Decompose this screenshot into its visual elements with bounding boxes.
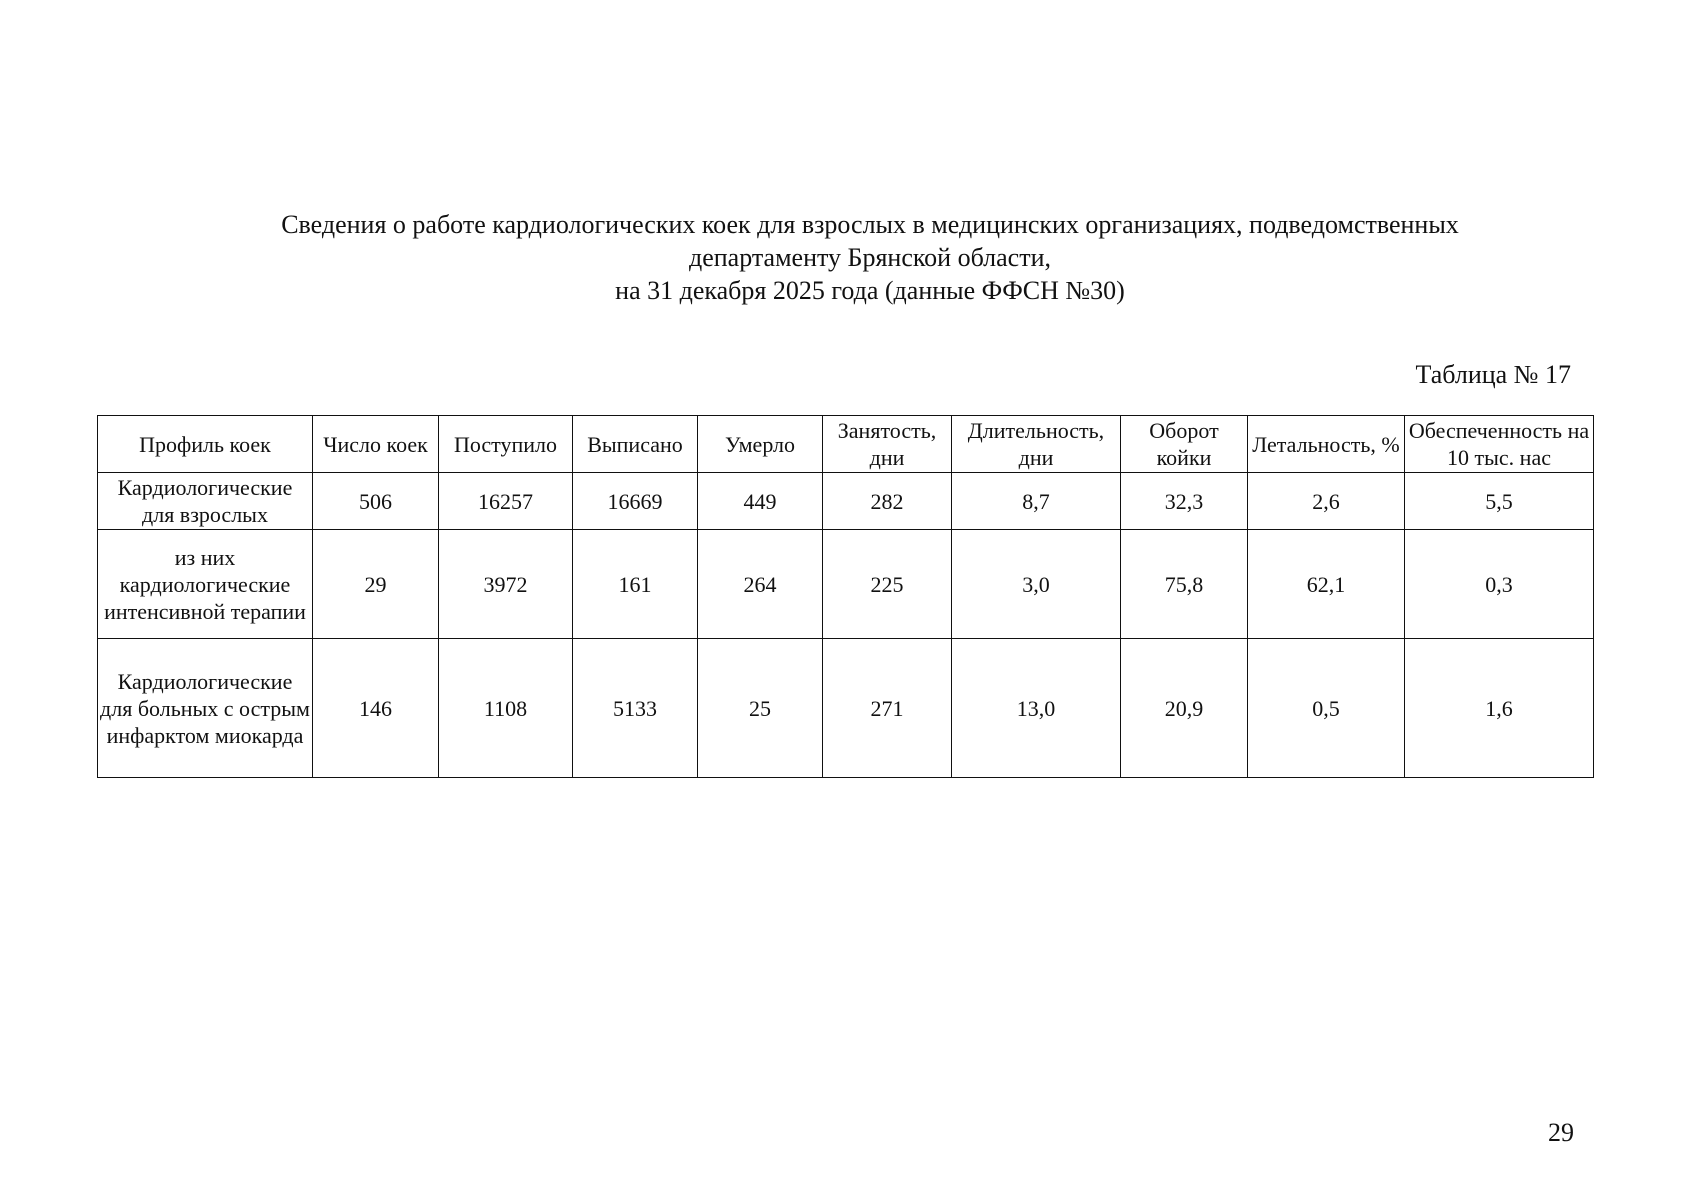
title-line-3: на 31 декабря 2025 года (данные ФФСН №30) <box>615 276 1125 305</box>
table-cell: 13,0 <box>952 639 1121 778</box>
table-cell: 161 <box>573 530 698 639</box>
table-cell: 29 <box>313 530 439 639</box>
table-cell: 16669 <box>573 473 698 530</box>
header-cell-duration: Длительность, дни <box>952 416 1121 473</box>
table-cell: 146 <box>313 639 439 778</box>
table-row <box>98 473 1594 530</box>
cardiology-beds-table <box>97 415 1594 778</box>
page-number: 29 <box>1548 1118 1574 1147</box>
header-cell-admitted: Поступило <box>439 416 573 473</box>
title-line-1: Сведения о работе кардиологических коек для взрослых в медицинских организациях, подведомственных <box>281 210 1459 239</box>
table-cell: 62,1 <box>1248 530 1405 639</box>
table-number-label: Таблица № 17 <box>1415 360 1571 389</box>
table-cell: 506 <box>313 473 439 530</box>
table-cell: 32,3 <box>1121 473 1248 530</box>
table-cell: 3,0 <box>952 530 1121 639</box>
table-cell: 3972 <box>439 530 573 639</box>
table-cell: 271 <box>823 639 952 778</box>
table-cell: 1,6 <box>1405 639 1594 778</box>
table-cell: 225 <box>823 530 952 639</box>
table-cell: 16257 <box>439 473 573 530</box>
header-cell-profile: Профиль коек <box>98 416 313 473</box>
table-cell: 0,5 <box>1248 639 1405 778</box>
table-row <box>98 639 1594 778</box>
table-cell: 2,6 <box>1248 473 1405 530</box>
header-cell-lethality: Летальность, % <box>1248 416 1405 473</box>
header-cell-occupancy: Занятость, дни <box>823 416 952 473</box>
table-cell: Кардиологические для взрослых <box>98 473 313 530</box>
table-header-row <box>98 416 1594 473</box>
header-cell-bed-count: Число коек <box>313 416 439 473</box>
table-cell: 5,5 <box>1405 473 1594 530</box>
header-cell-turnover: Оборот койки <box>1121 416 1248 473</box>
table-cell: 1108 <box>439 639 573 778</box>
table-cell: 25 <box>698 639 823 778</box>
table-cell: 20,9 <box>1121 639 1248 778</box>
table-cell: 282 <box>823 473 952 530</box>
header-cell-discharged: Выписано <box>573 416 698 473</box>
document-title <box>0 208 1684 307</box>
table-cell: 264 <box>698 530 823 639</box>
table-cell: из них кардиологические интенсивной терапии <box>98 530 313 639</box>
table-cell: 75,8 <box>1121 530 1248 639</box>
header-cell-provision: Обеспеченность на 10 тыс. нас <box>1405 416 1594 473</box>
table-cell: 5133 <box>573 639 698 778</box>
header-cell-died: Умерло <box>698 416 823 473</box>
title-line-2: департаменту Брянской области, <box>688 243 1051 272</box>
table-row <box>98 530 1594 639</box>
table-cell: 8,7 <box>952 473 1121 530</box>
table-cell: Кардиологические для больных с острым инфарктом миокарда <box>98 639 313 778</box>
table-cell: 0,3 <box>1405 530 1594 639</box>
table-cell: 449 <box>698 473 823 530</box>
